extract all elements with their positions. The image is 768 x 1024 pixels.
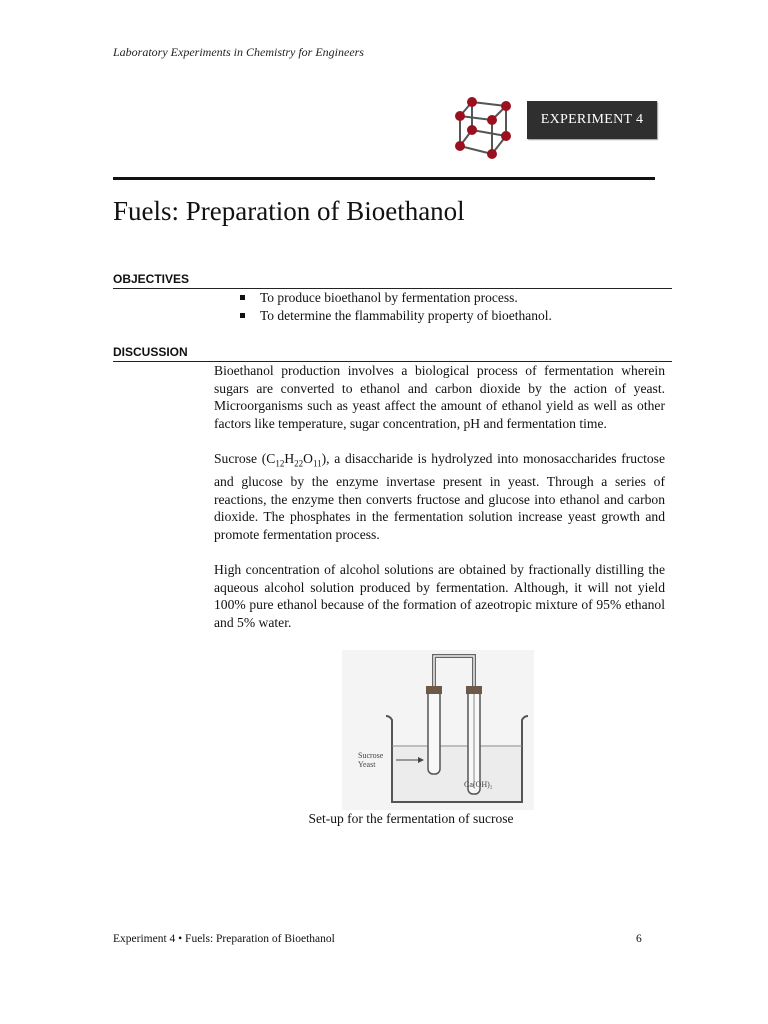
discussion-body [214,362,665,649]
label-sucrose: Sucrose [358,751,384,760]
running-header: Laboratory Experiments in Chemistry for Engineers [113,45,364,59]
discussion-paragraph: Sucrose $(C_{12}H_{22}O_{11})$, a disaccharide is hydrolyzed into monosaccharides fructose and glucose by the enzyme invertase present in yeast. Through a series of reactions, the enzyme then converts fructose and glucose into ethanol and carbon dioxide. The phosphates in the fermentation solution increase yeast growth and promote fermentation process. [214,450,666,543]
list-item: To produce bioethanol by fermentation process. [240,289,552,307]
discussion-paragraph: High concentration of alcohol solutions are obtained by fractionally distilling the aqueous alcohol solution produced by fermentation. Although, it will not yield 100% pure ethanol because of the formation of azeotropic mixture of 95% ethanol and 5% water. [214,562,665,631]
list-item: To determine the flammability property of bioethanol. [240,307,552,325]
discussion-heading: DISCUSSION [113,345,188,359]
discussion-paragraph: Bioethanol production involves a biological process of fermentation wherein sugars are converted to ethanol and carbon dioxide by the action of yeast. Microorganisms such as yeast affect the amount of ethanol yield as well as other factors like temperature, sugar concentration, pH and fermentation time. [214,363,665,431]
molecule-cube-icon [448,92,518,162]
objectives-list [240,289,552,325]
title-divider [113,177,655,180]
label-yeast: Yeast [358,760,376,769]
experiment-badge: EXPERIMENT 4 [527,101,657,139]
label-caoh2: Ca(OH)₂ [464,780,493,789]
footer-title: Experiment 4 • Fuels: Preparation of Bioethanol [113,933,335,945]
fermentation-setup-diagram [342,650,534,810]
figure-caption: Set-up for the fermentation of sucrose [308,811,514,826]
page-number: 6 [636,933,642,945]
sucrose-formula: $C_{12}H_{22}O_{11}$ [266,450,322,469]
page-title: Fuels: Preparation of Bioethanol [113,196,465,226]
objectives-heading: OBJECTIVES [113,272,190,286]
